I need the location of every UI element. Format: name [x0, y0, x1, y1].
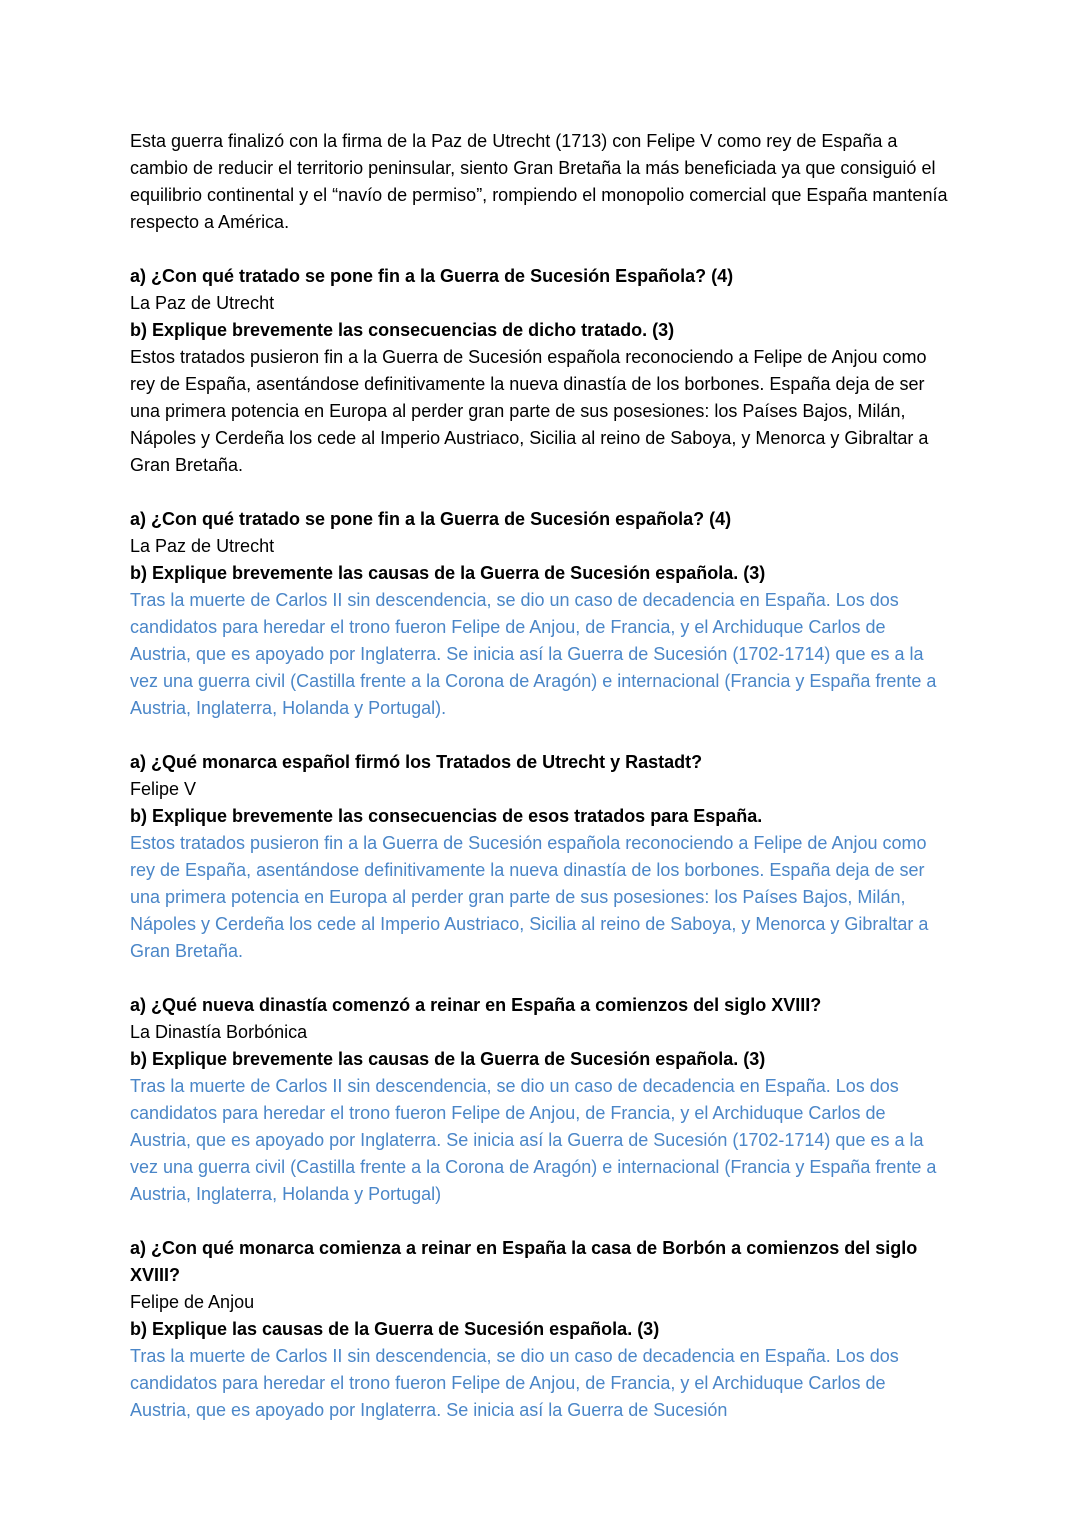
question-b-text: b) Explique brevemente las consecuencias de esos tratados para España. — [130, 806, 763, 826]
question-a-text: a) ¿Qué monarca español firmó los Tratados de Utrecht y Rastadt? — [130, 752, 703, 772]
answer-long-text: Tras la muerte de Carlos II sin descendencia, se dio un caso de decadencia en España. Los dos candidatos para heredar el trono fueron Felipe de Anjou, de Francia, y el Archiduque Carlos de Austria, que es apoyado por Inglaterra. Se inicia así la Guerra de Sucesión (1702-1714) que es a la vez una guerra civil (Castilla frente a la Corona de Aragón) e internacional (Francia y España frente a Austria, Inglaterra, Holanda y Portugal) — [130, 1076, 937, 1204]
question-a-text: a) ¿Con qué tratado se pone fin a la Guerra de Sucesión española? (4) — [130, 509, 732, 529]
question-a-text: a) ¿Con qué tratado se pone fin a la Guerra de Sucesión Española? (4) — [130, 266, 734, 286]
intro-paragraph: Esta guerra finalizó con la firma de la Paz de Utrecht (1713) con Felipe V como rey de España a cambio de reducir el territorio peninsular, siento Gran Bretaña la más beneficiada ya que consiguió el equilibrio continental y el “navío de permiso”, rompiendo el monopolio comercial que España mantenía respecto a América. — [130, 131, 948, 232]
answer-short-text: Felipe de Anjou — [130, 1292, 255, 1312]
qa-block-3 — [130, 749, 950, 965]
answer-short-text: La Paz de Utrecht — [130, 293, 275, 313]
answer-long-text: Estos tratados pusieron fin a la Guerra de Sucesión española reconociendo a Felipe de Anjou como rey de España, asentándose definitivamente la nueva dinastía de los borbones. España deja de ser una primera potencia en Europa al perder gran parte de sus posesiones: los Países Bajos, Milán, Nápoles y Cerdeña los cede al Imperio Austriaco, Sicilia al reino de Saboya, y Menorca y Gibraltar a Gran Bretaña. — [130, 347, 929, 475]
qa-block-2 — [130, 506, 950, 722]
question-b-text: b) Explique brevemente las consecuencias de dicho tratado. (3) — [130, 320, 675, 340]
answer-short-text: La Dinastía Borbónica — [130, 1022, 308, 1042]
answer-long-text: Estos tratados pusieron fin a la Guerra de Sucesión española reconociendo a Felipe de Anjou como rey de España, asentándose definitivamente la nueva dinastía de los borbones. España deja de ser una primera potencia en Europa al perder gran parte de sus posesiones: los Países Bajos, Milán, Nápoles y Cerdeña los cede al Imperio Austriaco, Sicilia al reino de Saboya, y Menorca y Gibraltar a Gran Bretaña. — [130, 833, 929, 961]
intro-block — [130, 128, 950, 236]
question-a-text: a) ¿Con qué monarca comienza a reinar en España la casa de Borbón a comienzos del siglo XVIII? — [130, 1238, 918, 1285]
question-b-text: b) Explique brevemente las causas de la Guerra de Sucesión española. (3) — [130, 563, 766, 583]
answer-long-text: Tras la muerte de Carlos II sin descendencia, se dio un caso de decadencia en España. Los dos candidatos para heredar el trono fueron Felipe de Anjou, de Francia, y el Archiduque Carlos de Austria, que es apoyado por Inglaterra. Se inicia así la Guerra de Sucesión (1702-1714) que es a la vez una guerra civil (Castilla frente a la Corona de Aragón) e internacional (Francia y España frente a Austria, Inglaterra, Holanda y Portugal). — [130, 590, 937, 718]
question-b-text: b) Explique brevemente las causas de la Guerra de Sucesión española. (3) — [130, 1049, 766, 1069]
qa-block-5 — [130, 1235, 950, 1424]
qa-block-4 — [130, 992, 950, 1208]
question-b-text: b) Explique las causas de la Guerra de Sucesión española. (3) — [130, 1319, 660, 1339]
answer-short-text: La Paz de Utrecht — [130, 536, 275, 556]
answer-short-text: Felipe V — [130, 779, 197, 799]
question-a-text: a) ¿Qué nueva dinastía comenzó a reinar en España a comienzos del siglo XVIII? — [130, 995, 822, 1015]
answer-long-text: Tras la muerte de Carlos II sin descendencia, se dio un caso de decadencia en España. Los dos candidatos para heredar el trono fueron Felipe de Anjou, de Francia, y el Archiduque Carlos de Austria, que es apoyado por Inglaterra. Se inicia así la Guerra de Sucesión — [130, 1346, 899, 1420]
qa-block-1 — [130, 263, 950, 479]
